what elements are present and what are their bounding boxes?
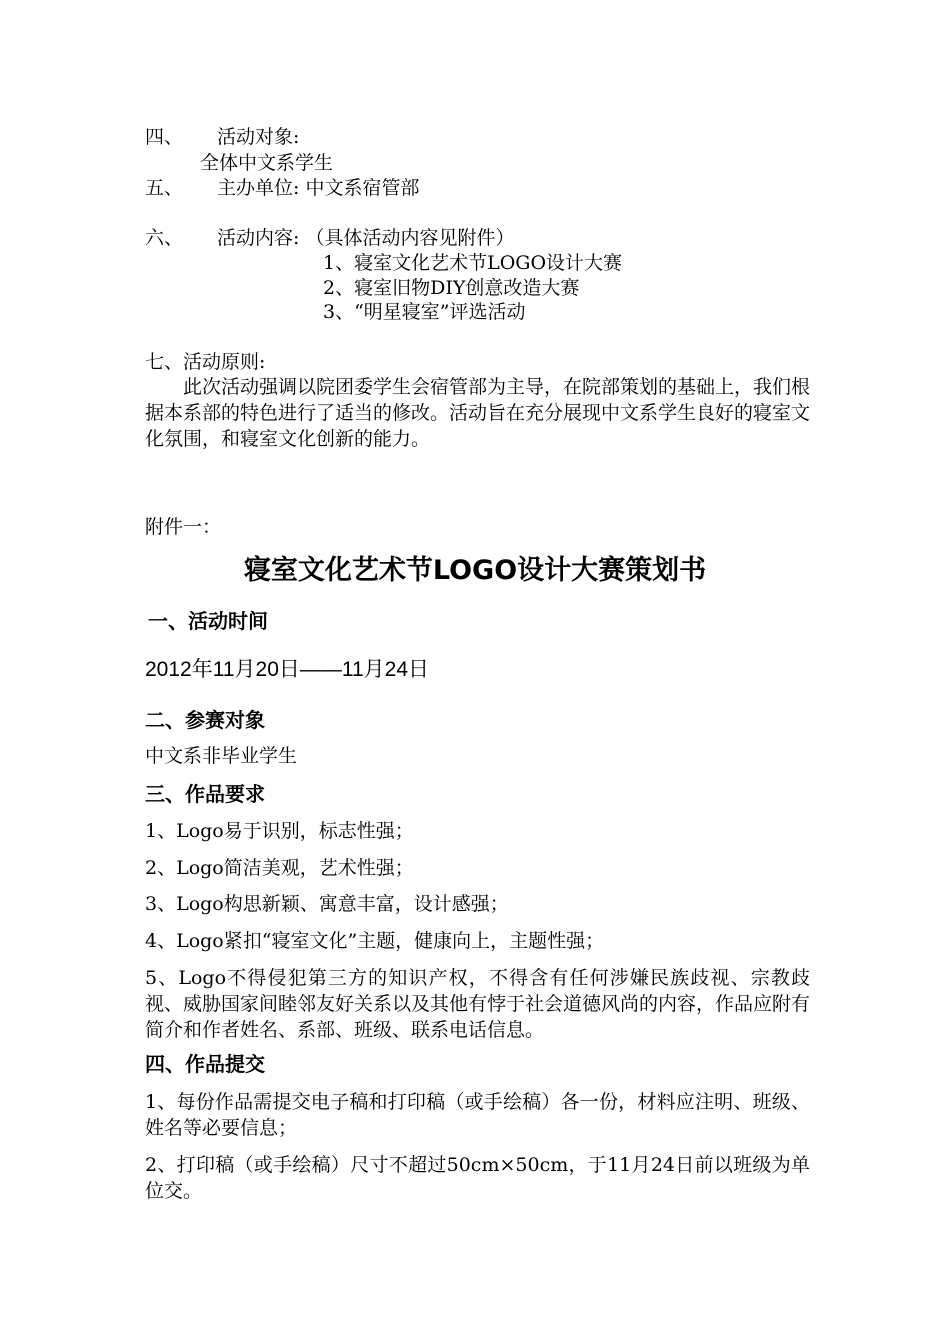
submission-item: 1、每份作品需提交电子稿和打印稿（或手绘稿）各一份，材料应注明、班级、姓名等必要信息；: [145, 1091, 810, 1139]
requirements-heading: 三、作品要求: [145, 782, 265, 806]
section-6-item: 2、寝室旧物DIY创意改造大赛: [323, 277, 580, 299]
section-6-item: 3、“明星寝室”评选活动: [323, 301, 526, 323]
section-4-label: 四、: [145, 126, 184, 148]
time-value: 2012年11月20日——11月24日: [145, 658, 430, 681]
section-4-sub: 全体中文系学生: [200, 152, 334, 174]
participants-value: 中文系非毕业学生: [145, 745, 298, 767]
time-heading: 一、活动时间: [148, 609, 268, 633]
requirement-item: 4、Logo紧扣“寝室文化”主题，健康向上，主题性强；: [145, 930, 605, 952]
submission-heading: 四、作品提交: [145, 1052, 265, 1076]
section-7-heading: 七、活动原则:: [145, 351, 266, 373]
section-5-text: 主办单位: 中文系宿管部: [217, 177, 420, 199]
section-4-heading: [145, 124, 299, 150]
section-6-text: 活动内容: （具体活动内容见附件）: [217, 227, 515, 249]
attachment-label: 附件一：: [145, 516, 222, 538]
section-5-label: 五、: [145, 177, 184, 199]
section-7-paragraph: 此次活动强调以院团委学生会宿管部为主导，在院部策划的基础上，我们根据本系部的特色进行了适当的修改。活动旨在充分展现中文系学生良好的寝室文化氛围，和寝室文化创新的能力。: [145, 376, 811, 450]
requirement-item: 1、Logo易于识别，标志性强；: [145, 820, 414, 842]
section-4-text: 活动对象:: [217, 126, 300, 148]
section-6-heading: [145, 225, 515, 251]
participants-heading: 二、参赛对象: [145, 708, 265, 732]
attachment-title: 寝室文化艺术节LOGO设计大赛策划书: [243, 555, 707, 586]
submission-item: 2、打印稿（或手绘稿）尺寸不超过50cm×50cm，于11月24日前以班级为单位交。: [145, 1154, 810, 1202]
section-6-label: 六、: [145, 227, 184, 249]
requirement-item: 5、Logo不得侵犯第三方的知识产权，不得含有任何涉嫌民族歧视、宗教歧视、威胁国家间睦邻友好关系以及其他有悖于社会道德风尚的内容，作品应附有简介和作者姓名、系部、班级、联系电话信息。: [145, 967, 811, 1041]
requirement-item: 3、Logo构思新颖、寓意丰富，设计感强；: [145, 893, 509, 915]
section-5-heading: [145, 175, 420, 201]
section-6-item: 1、寝室文化艺术节LOGO设计大赛: [323, 252, 623, 274]
requirement-item: 2、Logo简洁美观，艺术性强；: [145, 857, 414, 879]
